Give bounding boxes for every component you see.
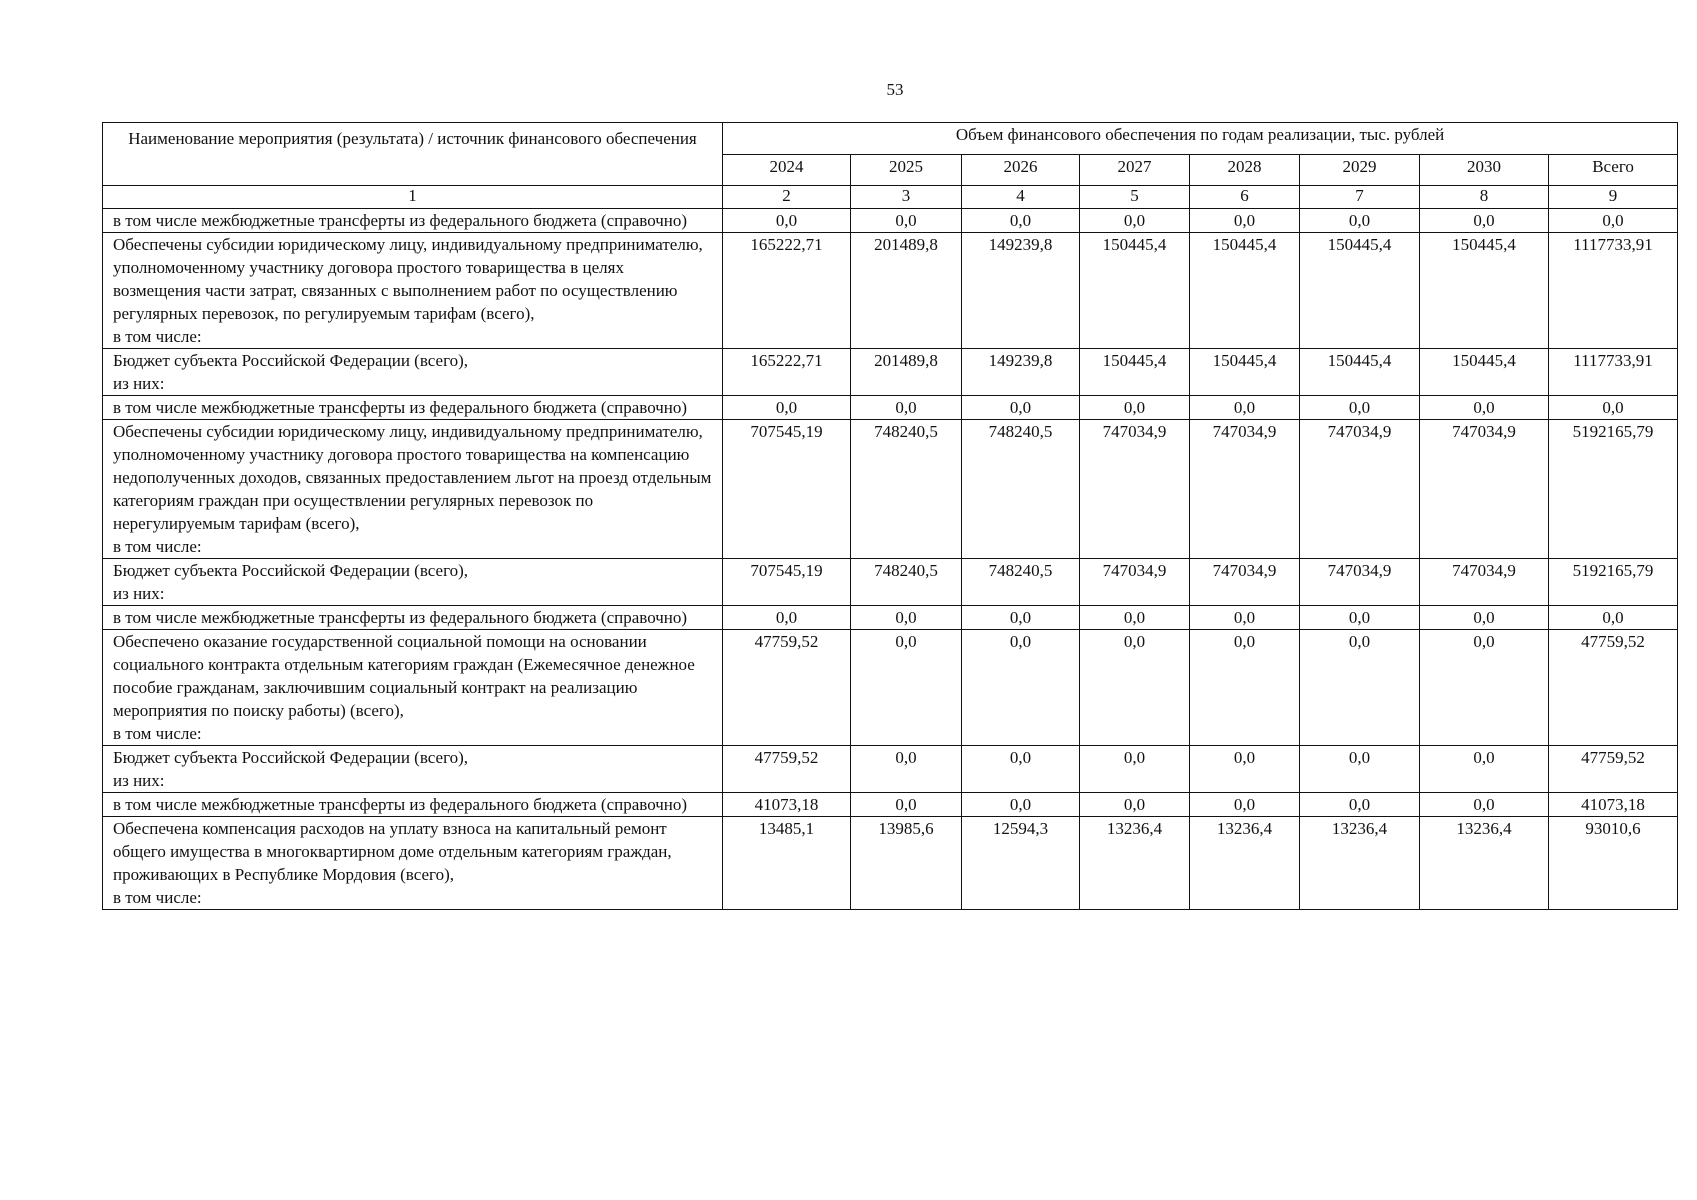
value-cell: 149239,8 xyxy=(962,349,1080,396)
value-cell: 0,0 xyxy=(1420,630,1549,746)
row-name: Бюджет субъекта Российской Федерации (всего), из них: xyxy=(103,746,723,793)
value-cell: 0,0 xyxy=(1080,209,1190,233)
table-row xyxy=(103,606,1678,630)
row-name: Обеспечена компенсация расходов на уплату взноса на капитальный ремонт общего имущества в многоквартирном доме отдельным категориям граждан, проживающих в Республике Мордовия (всего), в том числе: xyxy=(103,817,723,910)
value-cell: 13236,4 xyxy=(1190,817,1300,910)
value-cell: 13236,4 xyxy=(1300,817,1420,910)
value-cell: 0,0 xyxy=(1300,606,1420,630)
value-cell: 0,0 xyxy=(851,746,962,793)
year-header: 2025 xyxy=(851,154,962,186)
value-cell: 0,0 xyxy=(1300,209,1420,233)
value-cell: 747034,9 xyxy=(1190,420,1300,559)
column-number: 9 xyxy=(1549,186,1678,209)
row-name: Обеспечено оказание государственной социальной помощи на основании социального контракта отдельным категориям граждан (Ежемесячное денежное пособие гражданам, заключившим социальный контракт на реализацию мероприятия по поиску работы) (всего), в том числе: xyxy=(103,630,723,746)
value-cell: 165222,71 xyxy=(723,233,851,349)
value-cell: 748240,5 xyxy=(962,420,1080,559)
value-cell: 0,0 xyxy=(962,606,1080,630)
year-header: 2027 xyxy=(1080,154,1190,186)
value-cell: 747034,9 xyxy=(1420,420,1549,559)
value-cell: 0,0 xyxy=(1549,209,1678,233)
table-row xyxy=(103,396,1678,420)
table-row xyxy=(103,559,1678,606)
value-cell: 0,0 xyxy=(1300,793,1420,817)
value-cell: 5192165,79 xyxy=(1549,559,1678,606)
value-cell: 149239,8 xyxy=(962,233,1080,349)
value-cell: 747034,9 xyxy=(1420,559,1549,606)
value-cell: 13985,6 xyxy=(851,817,962,910)
value-cell: 0,0 xyxy=(1080,793,1190,817)
value-cell: 0,0 xyxy=(851,396,962,420)
page-number: 53 xyxy=(886,80,904,99)
value-cell: 0,0 xyxy=(1190,793,1300,817)
value-cell: 747034,9 xyxy=(1300,559,1420,606)
row-name: в том числе межбюджетные трансферты из федерального бюджета (справочно) xyxy=(103,606,723,630)
value-cell: 748240,5 xyxy=(851,559,962,606)
value-cell: 0,0 xyxy=(962,396,1080,420)
row-name: Бюджет субъекта Российской Федерации (всего), из них: xyxy=(103,559,723,606)
value-cell: 0,0 xyxy=(723,396,851,420)
table-row xyxy=(103,746,1678,793)
value-cell: 165222,71 xyxy=(723,349,851,396)
value-cell: 12594,3 xyxy=(962,817,1080,910)
value-cell: 0,0 xyxy=(962,630,1080,746)
table-row xyxy=(103,630,1678,746)
value-cell: 47759,52 xyxy=(1549,746,1678,793)
value-cell: 93010,6 xyxy=(1549,817,1678,910)
table-header xyxy=(103,123,1678,209)
year-header: 2028 xyxy=(1190,154,1300,186)
value-cell: 0,0 xyxy=(1300,396,1420,420)
value-cell: 707545,19 xyxy=(723,559,851,606)
table-row xyxy=(103,793,1678,817)
value-cell: 0,0 xyxy=(1080,606,1190,630)
table-row xyxy=(103,349,1678,396)
value-cell: 747034,9 xyxy=(1080,420,1190,559)
value-cell: 0,0 xyxy=(1300,746,1420,793)
value-cell: 47759,52 xyxy=(1549,630,1678,746)
value-cell: 707545,19 xyxy=(723,420,851,559)
value-cell: 150445,4 xyxy=(1190,349,1300,396)
value-cell: 47759,52 xyxy=(723,746,851,793)
row-name: Обеспечены субсидии юридическому лицу, индивидуальному предпринимателю, уполномоченному участнику договора простого товарищества на компенсацию недополученных доходов, связанных предоставлением льгот на проезд отдельным категориям граждан при осуществлении регулярных перевозок по нерегулируемым тарифам (всего), в том числе: xyxy=(103,420,723,559)
financing-table xyxy=(102,122,1678,910)
column-number: 1 xyxy=(103,186,723,209)
value-cell: 747034,9 xyxy=(1190,559,1300,606)
column-number: 6 xyxy=(1190,186,1300,209)
value-cell: 150445,4 xyxy=(1300,233,1420,349)
year-header: 2030 xyxy=(1420,154,1549,186)
value-cell: 0,0 xyxy=(1420,793,1549,817)
value-cell: 150445,4 xyxy=(1420,233,1549,349)
column-number: 8 xyxy=(1420,186,1549,209)
value-cell: 13485,1 xyxy=(723,817,851,910)
value-cell: 41073,18 xyxy=(723,793,851,817)
table-row xyxy=(103,209,1678,233)
value-cell: 0,0 xyxy=(851,793,962,817)
value-cell: 0,0 xyxy=(962,793,1080,817)
table-row xyxy=(103,817,1678,910)
value-cell: 13236,4 xyxy=(1420,817,1549,910)
row-name: в том числе межбюджетные трансферты из федерального бюджета (справочно) xyxy=(103,209,723,233)
name-column-header: Наименование мероприятия (результата) / источник финансового обеспечения xyxy=(103,123,723,186)
value-cell: 0,0 xyxy=(1420,209,1549,233)
value-cell: 41073,18 xyxy=(1549,793,1678,817)
row-name: в том числе межбюджетные трансферты из федерального бюджета (справочно) xyxy=(103,396,723,420)
value-cell: 0,0 xyxy=(851,209,962,233)
value-cell: 0,0 xyxy=(1190,606,1300,630)
value-cell: 0,0 xyxy=(1080,396,1190,420)
value-cell: 0,0 xyxy=(1190,209,1300,233)
volume-title: Объем финансового обеспечения по годам реализации, тыс. рублей xyxy=(723,123,1678,155)
value-cell: 0,0 xyxy=(1420,746,1549,793)
value-cell: 747034,9 xyxy=(1080,559,1190,606)
value-cell: 0,0 xyxy=(1549,606,1678,630)
value-cell: 0,0 xyxy=(1549,396,1678,420)
table-body xyxy=(103,209,1678,910)
column-number: 3 xyxy=(851,186,962,209)
value-cell: 0,0 xyxy=(1190,396,1300,420)
column-number: 2 xyxy=(723,186,851,209)
column-number: 7 xyxy=(1300,186,1420,209)
year-header: 2026 xyxy=(962,154,1080,186)
row-name: в том числе межбюджетные трансферты из федерального бюджета (справочно) xyxy=(103,793,723,817)
column-number: 5 xyxy=(1080,186,1190,209)
value-cell: 747034,9 xyxy=(1300,420,1420,559)
value-cell: 0,0 xyxy=(723,209,851,233)
value-cell: 1117733,91 xyxy=(1549,233,1678,349)
value-cell: 47759,52 xyxy=(723,630,851,746)
row-name: Обеспечены субсидии юридическому лицу, индивидуальному предпринимателю, уполномоченному участнику договора простого товарищества в целях возмещения части затрат, связанных с выполнением работ по осуществлению регулярных перевозок, по регулируемым тарифам (всего), в том числе: xyxy=(103,233,723,349)
value-cell: 150445,4 xyxy=(1300,349,1420,396)
table-row xyxy=(103,233,1678,349)
value-cell: 13236,4 xyxy=(1080,817,1190,910)
value-cell: 1117733,91 xyxy=(1549,349,1678,396)
value-cell: 150445,4 xyxy=(1080,349,1190,396)
value-cell: 0,0 xyxy=(1300,630,1420,746)
column-number: 4 xyxy=(962,186,1080,209)
value-cell: 201489,8 xyxy=(851,349,962,396)
value-cell: 150445,4 xyxy=(1080,233,1190,349)
year-header: Всего xyxy=(1549,154,1678,186)
value-cell: 0,0 xyxy=(1420,396,1549,420)
row-name: Бюджет субъекта Российской Федерации (всего), из них: xyxy=(103,349,723,396)
table-row xyxy=(103,420,1678,559)
value-cell: 150445,4 xyxy=(1190,233,1300,349)
value-cell: 150445,4 xyxy=(1420,349,1549,396)
value-cell: 5192165,79 xyxy=(1549,420,1678,559)
value-cell: 0,0 xyxy=(1080,746,1190,793)
value-cell: 0,0 xyxy=(1420,606,1549,630)
value-cell: 748240,5 xyxy=(851,420,962,559)
year-header: 2029 xyxy=(1300,154,1420,186)
value-cell: 0,0 xyxy=(962,209,1080,233)
year-header: 2024 xyxy=(723,154,851,186)
value-cell: 0,0 xyxy=(723,606,851,630)
value-cell: 0,0 xyxy=(1190,746,1300,793)
value-cell: 201489,8 xyxy=(851,233,962,349)
value-cell: 0,0 xyxy=(851,606,962,630)
column-number-row xyxy=(103,186,1678,209)
value-cell: 748240,5 xyxy=(962,559,1080,606)
value-cell: 0,0 xyxy=(851,630,962,746)
value-cell: 0,0 xyxy=(962,746,1080,793)
value-cell: 0,0 xyxy=(1190,630,1300,746)
value-cell: 0,0 xyxy=(1080,630,1190,746)
